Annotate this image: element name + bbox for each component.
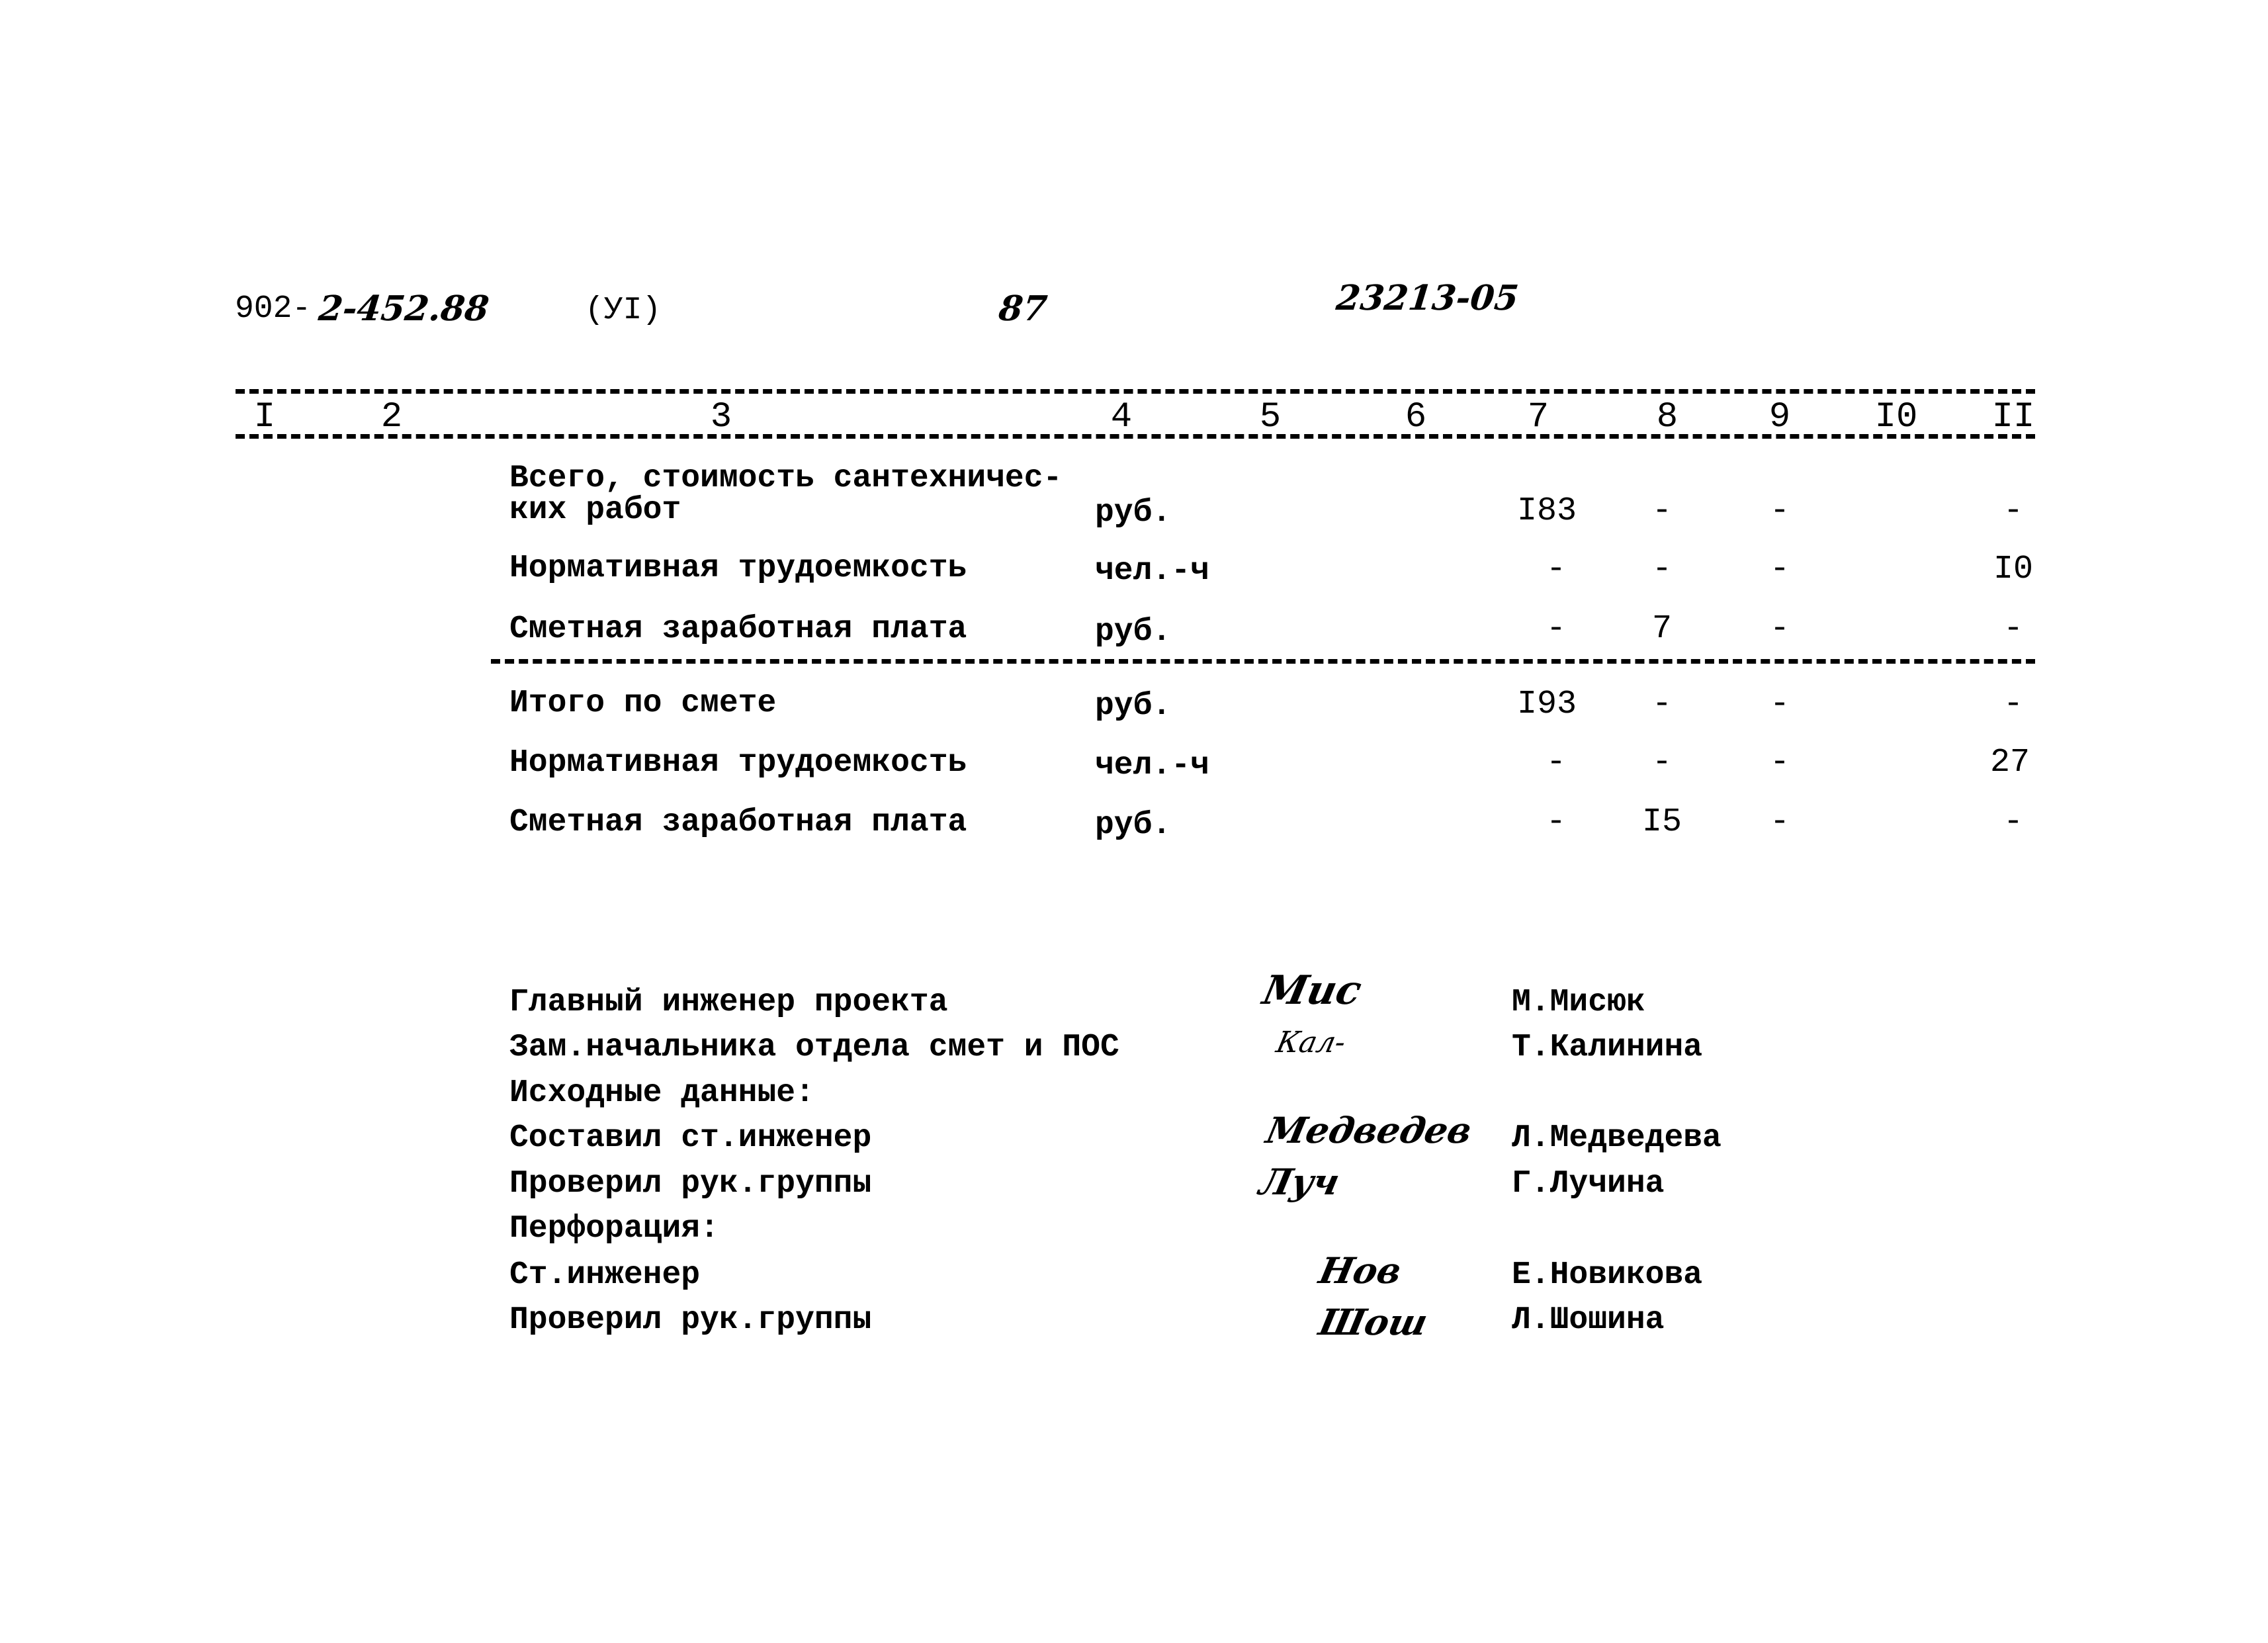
handwritten-signature: Шош xyxy=(1315,1301,1432,1343)
cell-col7: I93 xyxy=(1516,686,1577,723)
signatory-role: Проверил рук.группы xyxy=(509,1166,872,1202)
cell-col11: I0 xyxy=(1993,551,2034,588)
cell-col11: - xyxy=(2003,686,2024,723)
signatory-name: Т.Калинина xyxy=(1512,1030,1703,1065)
column-number: 7 xyxy=(1527,397,1549,437)
row-unit: чел.-ч xyxy=(1095,748,1209,783)
signatory-name: Л.Шошина xyxy=(1512,1302,1665,1338)
signatory-name: Г.Лучина xyxy=(1512,1166,1665,1202)
header-top-rule xyxy=(236,389,2035,394)
cell-col8: 7 xyxy=(1651,610,1673,648)
cell-col9: - xyxy=(1769,744,1790,781)
cell-col8: - xyxy=(1651,551,1673,588)
handwritten-signature: Кал- xyxy=(1273,1026,1349,1059)
column-number: II xyxy=(1991,397,2035,437)
signatory-name: Е.Новикова xyxy=(1512,1257,1703,1293)
handwritten-signature: Мис xyxy=(1258,967,1366,1014)
signatory-role: Составил ст.инженер xyxy=(509,1120,872,1156)
cell-col11: - xyxy=(2003,492,2024,530)
row-label: Итого по смете xyxy=(509,686,777,721)
column-number: 8 xyxy=(1656,397,1679,437)
estimate-number: 23213-05 xyxy=(1334,278,1521,318)
cell-col9: - xyxy=(1769,492,1790,530)
row-unit: чел.-ч xyxy=(1095,553,1209,589)
cell-col8: - xyxy=(1651,686,1673,723)
column-number: 2 xyxy=(380,397,403,437)
signatory-name: М.Мисюк xyxy=(1512,985,1645,1020)
cell-col7: - xyxy=(1546,610,1567,648)
section-heading: Перфорация: xyxy=(509,1211,719,1247)
row-label: Всего, стоимость сантехничес- xyxy=(509,461,1063,496)
cell-col7: - xyxy=(1546,744,1567,781)
row-label: Нормативная трудоемкость xyxy=(509,551,967,586)
handwritten-signature: Нов xyxy=(1315,1249,1406,1292)
cell-col8: I5 xyxy=(1641,803,1682,841)
handwritten-signature: Медведев xyxy=(1262,1109,1476,1151)
cell-col7: I83 xyxy=(1516,492,1577,530)
signatory-name: Л.Медведева xyxy=(1512,1120,1722,1156)
column-number: 3 xyxy=(710,397,732,437)
row-unit: руб. xyxy=(1095,807,1172,843)
column-number: 5 xyxy=(1259,397,1282,437)
column-number: I0 xyxy=(1874,397,1918,437)
column-number: 9 xyxy=(1768,397,1791,437)
row-label: Сметная заработная плата xyxy=(509,805,967,840)
cell-col9: - xyxy=(1769,686,1790,723)
row-unit: руб. xyxy=(1095,688,1172,724)
row-unit: руб. xyxy=(1095,495,1172,531)
row-label: Нормативная трудоемкость xyxy=(509,745,967,781)
cell-col7: - xyxy=(1546,803,1567,841)
cell-col9: - xyxy=(1769,551,1790,588)
cell-col8: - xyxy=(1651,492,1673,530)
column-number: 6 xyxy=(1405,397,1427,437)
signatory-role: Главный инженер проекта xyxy=(509,985,948,1020)
signatory-role: Проверил рук.группы xyxy=(509,1302,872,1338)
column-number: I xyxy=(253,397,276,437)
cell-col11: - xyxy=(2003,803,2024,841)
doc-code: 2-452.88 xyxy=(316,289,491,329)
doc-prefix: 902- xyxy=(235,291,312,327)
totals-separator-rule xyxy=(491,659,2035,664)
signatory-role: Зам.начальника отдела смет и ПОС xyxy=(509,1030,1119,1065)
page-number: 87 xyxy=(996,289,1049,329)
row-unit: руб. xyxy=(1095,614,1172,650)
signatory-role: Ст.инженер xyxy=(509,1257,701,1293)
section-heading: Исходные данные: xyxy=(509,1075,814,1111)
handwritten-signature: Луч xyxy=(1256,1161,1344,1203)
header-bottom-rule xyxy=(236,434,2035,439)
cell-col9: - xyxy=(1769,803,1790,841)
column-number: 4 xyxy=(1110,397,1133,437)
cell-col7: - xyxy=(1546,551,1567,588)
row-label-continued: ких работ xyxy=(509,492,681,528)
cell-col11: - xyxy=(2003,610,2024,648)
cell-col8: - xyxy=(1651,744,1673,781)
row-label: Сметная заработная плата xyxy=(509,611,967,647)
album-number: (УI) xyxy=(585,292,662,328)
cell-col11: 27 xyxy=(1989,744,2030,781)
cell-col9: - xyxy=(1769,610,1790,648)
